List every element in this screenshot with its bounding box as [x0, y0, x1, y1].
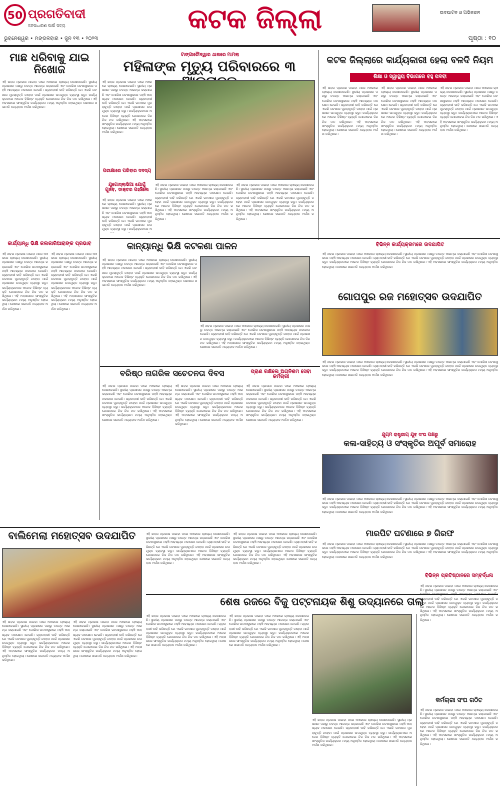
- headline-biju-park: ଶେଷ ରଜରେ ବିଜୁ ପଟ୍ଟନାୟକ ଶିଶୁ ଉଦ୍ୟାନରେ ତାଲା: [220, 597, 424, 608]
- story-death-body2: ଏହି ଖବର ପ୍ରକାଶ ପାଇବା ପରେ ଅଞ୍ଚଳରେ ଚାଞ୍ଚଲ୍ୟ ଦେଖାଦେଇଛି। ସ୍ଥାନୀୟ ପ୍ରଶାସନ ପକ୍ଷରୁ ତଦନ୍ତ ଆରମ୍ଭ କରାଯାଇଛି ଏବଂ ପୋଲିସ ଘଟଣାସ୍ଥଳରେ ପହଞ୍ଚି ଆବଶ୍ୟକ ପଦକ୍ଷେପ ନେଇଛି। ଗ୍ରାମବାସୀ ଦାବି କରିଛନ୍ତି ଯେ ଏଭଳି ଘଟଣାର ପୁନରାବୃତ୍ତି ନହେବା ପାଇଁ ପ୍ରଶାସନ ଉପଯୁକ୍ତ ବ୍ୟବସ୍ଥା କରୁ। କାର୍ଯ୍ୟକ୍ରମରେ ଅନେକ ବିଶିଷ୍ଟ ବ୍ୟକ୍ତି ଯୋଗଦେଇ ନିଜ ନିଜ ମତ ରଖିଥିଲେ। ଏହି ଅବସରରେ ସାଂସ୍କୃତିକ କାର୍ଯ୍ୟକ୍ରମ ମଧ୍ୟ ଅନୁଷ୍ଠିତ ହୋଇଥିଲା। ଶେଷରେ ସଭାପତି ଧନ୍ୟବାଦ ଅର୍ପଣ କରିଥିଲେ।: [155, 183, 233, 221]
- band-rule-3: [0, 527, 320, 528]
- story-center-bottom2: ଏହି ଖବର ପ୍ରକାଶ ପାଇବା ପରେ ଅଞ୍ଚଳରେ ଚାଞ୍ଚଲ୍ୟ ଦେଖାଦେଇଛି। ସ୍ଥାନୀୟ ପ୍ରଶାସନ ପକ୍ଷରୁ ତଦନ୍ତ ଆରମ୍ଭ କରାଯାଇଛି ଏବଂ ପୋଲିସ ଘଟଣାସ୍ଥଳରେ ପହଞ୍ଚି ଆବଶ୍ୟକ ପଦକ୍ଷେପ ନେଇଛି। ଗ୍ରାମବାସୀ ଦାବି କରିଛନ୍ତି ଯେ ଏଭଳି ଘଟଣାର ପୁନରାବୃତ୍ତି ନହେବା ପାଇଁ ପ୍ରଶାସନ ଉପଯୁକ୍ତ ବ୍ୟବସ୍ଥା କରୁ। କାର୍ଯ୍ୟକ୍ରମରେ ଅନେକ ବିଶିଷ୍ଟ ବ୍ୟକ୍ତି ଯୋଗଦେଇ ନିଜ ନିଜ ମତ ରଖିଥିଲେ। ଏହି ଅବସରରେ ସାଂସ୍କୃତିକ କାର୍ଯ୍ୟକ୍ରମ ମଧ୍ୟ ଅନୁଷ୍ଠିତ ହୋଇଥିଲା। ଶେଷରେ ସଭାପତି ଧନ୍ୟବାଦ ଅର୍ପଣ କରିଥିଲେ।: [233, 532, 317, 566]
- headline-staff-union: କର୍ମଚାରୀ ସଂଘ ଗଠିତ: [435, 697, 483, 704]
- headline-felicitation: ବିଭିନ୍ନ ପ୍ରତିଷ୍ଠାନରେ ସମ୍ବର୍ଦ୍ଧନା: [425, 573, 493, 579]
- headline-senior-citizen: ବରିଷ୍ଠ ନାଗରିକ ସଚେତନତା ଦିବସ: [119, 369, 225, 378]
- story-death-body3: ଏହି ଖବର ପ୍ରକାଶ ପାଇବା ପରେ ଅଞ୍ଚଳରେ ଚାଞ୍ଚଲ୍ୟ ଦେଖାଦେଇଛି। ସ୍ଥାନୀୟ ପ୍ରଶାସନ ପକ୍ଷରୁ ତଦନ୍ତ ଆରମ୍ଭ କରାଯାଇଛି ଏବଂ ପୋଲିସ ଘଟଣାସ୍ଥଳରେ ପହଞ୍ଚି ଆବଶ୍ୟକ ପଦକ୍ଷେପ ନେଇଛି। ଗ୍ରାମବାସୀ ଦାବି କରିଛନ୍ତି ଯେ ଏଭଳି ଘଟଣାର ପୁନରାବୃତ୍ତି ନହେବା ପାଇଁ ପ୍ରଶାସନ ଉପଯୁକ୍ତ ବ୍ୟବସ୍ଥା କରୁ। କାର୍ଯ୍ୟକ୍ରମରେ ଅନେକ ବିଶିଷ୍ଟ ବ୍ୟକ୍ତି ଯୋଗଦେଇ ନିଜ ନିଜ ମତ ରଖିଥିଲେ। ଏହି ଅବସରରେ ସାଂସ୍କୃତିକ କାର୍ଯ୍ୟକ୍ରମ ମଧ୍ୟ ଅନୁଷ୍ଠିତ ହୋଇଥିଲା। ଶେଷରେ ସଭାପତି ଧନ୍ୟବାଦ ଅର୍ପଣ କରିଥିଲେ।: [236, 183, 314, 221]
- paper-name: ପ୍ରଗତିବାଦୀ: [28, 7, 86, 21]
- headline-art-culture: କଳା-ସାହିତ୍ୟ ଓ ସଂସ୍କୃତିର ଅପୂର୍ବ ସମାରୋହ: [343, 439, 477, 448]
- story-felicitation-body: ଏହି ଖବର ପ୍ରକାଶ ପାଇବା ପରେ ଅଞ୍ଚଳରେ ଚାଞ୍ଚଲ୍ୟ ଦେଖାଦେଇଛି। ସ୍ଥାନୀୟ ପ୍ରଶାସନ ପକ୍ଷରୁ ତଦନ୍ତ ଆରମ୍ଭ କରାଯାଇଛି ଏବଂ ପୋଲିସ ଘଟଣାସ୍ଥଳରେ ପହଞ୍ଚି ଆବଶ୍ୟକ ପଦକ୍ଷେପ ନେଇଛି। ଗ୍ରାମବାସୀ ଦାବି କରିଛନ୍ତି ଯେ ଏଭଳି ଘଟଣାର ପୁନରାବୃତ୍ତି ନହେବା ପାଇଁ ପ୍ରଶାସନ ଉପଯୁକ୍ତ ବ୍ୟବସ୍ଥା କରୁ। କାର୍ଯ୍ୟକ୍ରମରେ ଅନେକ ବିଶିଷ୍ଟ ବ୍ୟକ୍ତି ଯୋଗଦେଇ ନିଜ ନିଜ ମତ ରଖିଥିଲେ। ଏହି ଅବସରରେ ସାଂସ୍କୃତିକ କାର୍ଯ୍ୟକ୍ରମ ମଧ୍ୟ ଅନୁଷ୍ଠିତ ହୋଇଥିଲା। ଶେଷରେ ସଭାପତି ଧନ୍ୟବାଦ ଅର୍ପଣ କରିଥିଲେ।: [420, 584, 498, 622]
- story-fire-body: ଏହି ଖବର ପ୍ରକାଶ ପାଇବା ପରେ ଅଞ୍ଚଳରେ ଚାଞ୍ଚଲ୍ୟ ଦେଖାଦେଇଛି। ସ୍ଥାନୀୟ ପ୍ରଶାସନ ପକ୍ଷରୁ ତଦନ୍ତ ଆରମ୍ଭ କରାଯାଇଛି ଏବଂ ପୋଲିସ ଘଟଣାସ୍ଥଳରେ ପହଞ୍ଚି ଆବଶ୍ୟକ ପଦକ୍ଷେପ ନେଇଛି। ଗ୍ରାମବାସୀ ଦାବି କରିଛନ୍ତି ଯେ ଏଭଳି ଘଟଣାର ପୁନରାବୃତ୍ତି ନହେବା ପାଇଁ ପ୍ରଶାସନ ଉପଯୁକ୍ତ ବ୍ୟବସ୍ଥା କରୁ। କାର୍ଯ୍ୟକ୍ରମରେ ଅନେକ ବିଶିଷ୍ଟ ବ୍ୟକ୍ତି ଯୋଗଦେଇ ନିଜ ନିଜ ମତ ରଖିଥିଲେ। ଏହି ଅବସରରେ ସାଂସ୍କୃତିକ କାର୍ଯ୍ୟକ୍ରମ ମଧ୍ୟ ଅନୁଷ୍ଠିତ ହୋଇଥିଲା। ଶେଷରେ ସଭାପତି ଧନ୍ୟବାଦ ଅର୍ପଣ କରିଥିଲେ।: [246, 384, 316, 422]
- band-rule-2: [100, 366, 320, 367]
- photo-park-gate: [312, 614, 412, 714]
- headline-balimela: ବାଲିମେଲା ମହୋତ୍ସବ ଉଦଯାପିତ: [8, 531, 136, 542]
- story-rule-body1: ଏହି ଖବର ପ୍ରକାଶ ପାଇବା ପରେ ଅଞ୍ଚଳରେ ଚାଞ୍ଚଲ୍ୟ ଦେଖାଦେଇଛି। ସ୍ଥାନୀୟ ପ୍ରଶାସନ ପକ୍ଷରୁ ତଦନ୍ତ ଆରମ୍ଭ କରାଯାଇଛି ଏବଂ ପୋଲିସ ଘଟଣାସ୍ଥଳରେ ପହଞ୍ଚି ଆବଶ୍ୟକ ପଦକ୍ଷେପ ନେଇଛି। ଗ୍ରାମବାସୀ ଦାବି କରିଛନ୍ତି ଯେ ଏଭଳି ଘଟଣାର ପୁନରାବୃତ୍ତି ନହେବା ପାଇଁ ପ୍ରଶାସନ ଉପଯୁକ୍ତ ବ୍ୟବସ୍ଥା କରୁ। କାର୍ଯ୍ୟକ୍ରମରେ ଅନେକ ବିଶିଷ୍ଟ ବ୍ୟକ୍ତି ଯୋଗଦେଇ ନିଜ ନିଜ ମତ ରଖିଥିଲେ। ଏହି ଅବସରରେ ସାଂସ୍କୃତିକ କାର୍ଯ୍ୟକ୍ରମ ମଧ୍ୟ ଅନୁଷ୍ଠିତ ହୋଇଥିଲା। ଶେଷରେ ସଭାପତି ଧନ୍ୟବାଦ ଅର୍ପଣ କରିଥିଲେ।: [322, 86, 378, 137]
- story-park-body1: ଏହି ଖବର ପ୍ରକାଶ ପାଇବା ପରେ ଅଞ୍ଚଳରେ ଚାଞ୍ଚଲ୍ୟ ଦେଖାଦେଇଛି। ସ୍ଥାନୀୟ ପ୍ରଶାସନ ପକ୍ଷରୁ ତଦନ୍ତ ଆରମ୍ଭ କରାଯାଇଛି ଏବଂ ପୋଲିସ ଘଟଣାସ୍ଥଳରେ ପହଞ୍ଚି ଆବଶ୍ୟକ ପଦକ୍ଷେପ ନେଇଛି। ଗ୍ରାମବାସୀ ଦାବି କରିଛନ୍ତି ଯେ ଏଭଳି ଘଟଣାର ପୁନରାବୃତ୍ତି ନହେବା ପାଇଁ ପ୍ରଶାସନ ଉପଯୁକ୍ତ ବ୍ୟବସ୍ଥା କରୁ। କାର୍ଯ୍ୟକ୍ରମରେ ଅନେକ ବିଶିଷ୍ଟ ବ୍ୟକ୍ତି ଯୋଗଦେଇ ନିଜ ନିଜ ମତ ରଖିଥିଲେ। ଏହି ଅବସରରେ ସାଂସ୍କୃତିକ କାର୍ଯ୍ୟକ୍ରମ ମଧ୍ୟ ଅନୁଷ୍ଠିତ ହୋଇଥିଲା। ଶେଷରେ ସଭାପତି ଧନ୍ୟବାଦ ଅର୍ପଣ କରିଥିଲେ।: [146, 614, 226, 648]
- headline-gopapur-kicker: ବିଭିନ୍ନ କାର୍ଯ୍ୟକ୍ରମରେ ଉଦଯାପିତ: [375, 242, 445, 248]
- story-gopapur-top: ଏହି ଖବର ପ୍ରକାଶ ପାଇବା ପରେ ଅଞ୍ଚଳରେ ଚାଞ୍ଚଲ୍ୟ ଦେଖାଦେଇଛି। ସ୍ଥାନୀୟ ପ୍ରଶାସନ ପକ୍ଷରୁ ତଦନ୍ତ ଆରମ୍ଭ କରାଯାଇଛି ଏବଂ ପୋଲିସ ଘଟଣାସ୍ଥଳରେ ପହଞ୍ଚି ଆବଶ୍ୟକ ପଦକ୍ଷେପ ନେଇଛି। ଗ୍ରାମବାସୀ ଦାବି କରିଛନ୍ତି ଯେ ଏଭଳି ଘଟଣାର ପୁନରାବୃତ୍ତି ନହେବା ପାଇଁ ପ୍ରଶାସନ ଉପଯୁକ୍ତ ବ୍ୟବସ୍ଥା କରୁ। କାର୍ଯ୍ୟକ୍ରମରେ ଅନେକ ବିଶିଷ୍ଟ ବ୍ୟକ୍ତି ଯୋଗଦେଇ ନିଜ ନିଜ ମତ ରଖିଥିଲେ। ଏହି ଅବସରରେ ସାଂସ୍କୃତିକ କାର୍ଯ୍ୟକ୍ରମ ମଧ୍ୟ ଅନୁଷ୍ଠିତ ହୋଇଥିଲା। ଶେଷରେ ସଭାପତି ଧନ୍ୟବାଦ ଅର୍ପଣ କରିଥିଲେ।: [322, 252, 498, 269]
- story-rule-body3: ଏହି ଖବର ପ୍ରକାଶ ପାଇବା ପରେ ଅଞ୍ଚଳରେ ଚାଞ୍ଚଲ୍ୟ ଦେଖାଦେଇଛି। ସ୍ଥାନୀୟ ପ୍ରଶାସନ ପକ୍ଷରୁ ତଦନ୍ତ ଆରମ୍ଭ କରାଯାଇଛି ଏବଂ ପୋଲିସ ଘଟଣାସ୍ଥଳରେ ପହଞ୍ଚି ଆବଶ୍ୟକ ପଦକ୍ଷେପ ନେଇଛି। ଗ୍ରାମବାସୀ ଦାବି କରିଛନ୍ତି ଯେ ଏଭଳି ଘଟଣାର ପୁନରାବୃତ୍ତି ନହେବା ପାଇଁ ପ୍ରଶାସନ ଉପଯୁକ୍ତ ବ୍ୟବସ୍ଥା କରୁ। କାର୍ଯ୍ୟକ୍ରମରେ ଅନେକ ବିଶିଷ୍ଟ ବ୍ୟକ୍ତି ଯୋଗଦେଇ ନିଜ ନିଜ ମତ ରଖିଥିଲେ। ଏହି ଅବସରରେ ସାଂସ୍କୃତିକ କାର୍ଯ୍ୟକ୍ରମ ମଧ୍ୟ ଅନୁଷ୍ଠିତ ହୋଇଥିଲା। ଶେଷରେ ସଭାପତି ଧନ୍ୟବାଦ ଅର୍ପଣ କରିଥିଲେ।: [440, 86, 498, 133]
- story-scuffle-body: ଏହି ଖବର ପ୍ରକାଶ ପାଇବା ପରେ ଅଞ୍ଚଳରେ ଚାଞ୍ଚଲ୍ୟ ଦେଖାଦେଇଛି। ସ୍ଥାନୀୟ ପ୍ରଶାସନ ପକ୍ଷରୁ ତଦନ୍ତ ଆରମ୍ଭ କରାଯାଇଛି ଏବଂ ପୋଲିସ ଘଟଣାସ୍ଥଳରେ ପହଞ୍ଚି ଆବଶ୍ୟକ ପଦକ୍ଷେପ ନେଇଛି। ଗ୍ରାମବାସୀ ଦାବି କରିଛନ୍ତି ଯେ ଏଭଳି ଘଟଣାର ପୁନରାବୃତ୍ତି ନହେବା ପାଇଁ ପ୍ରଶାସନ ଉପଯୁକ୍ତ ବ୍ୟବସ୍ଥା କରୁ। କାର୍ଯ୍ୟକ୍ରମରେ ଅନେକ ବିଶିଷ୍ଟ ବ୍ୟକ୍ତି ଯୋଗଦେଇ ନିଜ ନିଜ ମତ ରଖିଥିଲେ। ଏହି ଅବସରରେ ସାଂସ୍କୃତିକ କାର୍ଯ୍ୟକ୍ରମ ମଧ୍ୟ ଅନୁଷ୍ଠିତ ହୋଇଥିଲା। ଶେଷରେ ସଭାପତି ଧନ୍ୟବାଦ ଅର୍ପଣ କରିଥିଲେ।: [322, 542, 498, 559]
- story-senior-body2: ଏହି ଖବର ପ୍ରକାଶ ପାଇବା ପରେ ଅଞ୍ଚଳରେ ଚାଞ୍ଚଲ୍ୟ ଦେଖାଦେଇଛି। ସ୍ଥାନୀୟ ପ୍ରଶାସନ ପକ୍ଷରୁ ତଦନ୍ତ ଆରମ୍ଭ କରାଯାଇଛି ଏବଂ ପୋଲିସ ଘଟଣାସ୍ଥଳରେ ପହଞ୍ଚି ଆବଶ୍ୟକ ପଦକ୍ଷେପ ନେଇଛି। ଗ୍ରାମବାସୀ ଦାବି କରିଛନ୍ତି ଯେ ଏଭଳି ଘଟଣାର ପୁନରାବୃତ୍ତି ନହେବା ପାଇଁ ପ୍ରଶାସନ ଉପଯୁକ୍ତ ବ୍ୟବସ୍ଥା କରୁ। କାର୍ଯ୍ୟକ୍ରମରେ ଅନେକ ବିଶିଷ୍ଟ ବ୍ୟକ୍ତି ଯୋଗଦେଇ ନିଜ ନିଜ ମତ ରଖିଥିଲେ। ଏହି ଅବସରରେ ସାଂସ୍କୃତିକ କାର୍ଯ୍ୟକ୍ରମ ମଧ୍ୟ ଅନୁଷ୍ଠିତ ହୋଇଥିଲା। ଶେଷରେ ସଭାପତି ଧନ୍ୟବାଦ ଅର୍ପଣ କରିଥିଲେ।: [175, 384, 243, 426]
- kicker-education-health-text: ଶିକ୍ଷା ଓ ସ୍ୱାସ୍ଥ୍ୟ ବିଭାଗରେ ବହୁ ପଦବୀ: [373, 74, 447, 80]
- story-fishing-body: ଏହି ଖବର ପ୍ରକାଶ ପାଇବା ପରେ ଅଞ୍ଚଳରେ ଚାଞ୍ଚଲ୍ୟ ଦେଖାଦେଇଛି। ସ୍ଥାନୀୟ ପ୍ରଶାସନ ପକ୍ଷରୁ ତଦନ୍ତ ଆରମ୍ଭ କରାଯାଇଛି ଏବଂ ପୋଲିସ ଘଟଣାସ୍ଥଳରେ ପହଞ୍ଚି ଆବଶ୍ୟକ ପଦକ୍ଷେପ ନେଇଛି। ଗ୍ରାମବାସୀ ଦାବି କରିଛନ୍ତି ଯେ ଏଭଳି ଘଟଣାର ପୁନରାବୃତ୍ତି ନହେବା ପାଇଁ ପ୍ରଶାସନ ଉପଯୁକ୍ତ ବ୍ୟବସ୍ଥା କରୁ। କାର୍ଯ୍ୟକ୍ରମରେ ଅନେକ ବିଶିଷ୍ଟ ବ୍ୟକ୍ତି ଯୋଗଦେଇ ନିଜ ନିଜ ମତ ରଖିଥିଲେ। ଏହି ଅବସରରେ ସାଂସ୍କୃତିକ କାର୍ଯ୍ୟକ୍ରମ ମଧ୍ୟ ଅନୁଷ୍ଠିତ ହୋଇଥିଲା। ଶେଷରେ ସଭାପତି ଧନ୍ୟବାଦ ଅର୍ପଣ କରିଥିଲେ।: [2, 80, 97, 110]
- column-divider-3: [416, 614, 417, 786]
- anniversary-logo: 50: [4, 4, 26, 26]
- ad-photo: [372, 4, 420, 32]
- kicker-youth-club: ଯୁଗ୍ମ ରାଷ୍ଟ୍ରୀୟ ଯୁବ ସଂଘ ପକ୍ଷରୁ: [381, 433, 439, 438]
- story-kanyandhi-body: ଏହି ଖବର ପ୍ରକାଶ ପାଇବା ପରେ ଅଞ୍ଚଳରେ ଚାଞ୍ଚଲ୍ୟ ଦେଖାଦେଇଛି। ସ୍ଥାନୀୟ ପ୍ରଶାସନ ପକ୍ଷରୁ ତଦନ୍ତ ଆରମ୍ଭ କରାଯାଇଛି ଏବଂ ପୋଲିସ ଘଟଣାସ୍ଥଳରେ ପହଞ୍ଚି ଆବଶ୍ୟକ ପଦକ୍ଷେପ ନେଇଛି। ଗ୍ରାମବାସୀ ଦାବି କରିଛନ୍ତି ଯେ ଏଭଳି ଘଟଣାର ପୁନରାବୃତ୍ତି ନହେବା ପାଇଁ ପ୍ରଶାସନ ଉପଯୁକ୍ତ ବ୍ୟବସ୍ଥା କରୁ। କାର୍ଯ୍ୟକ୍ରମରେ ଅନେକ ବିଶିଷ୍ଟ ବ୍ୟକ୍ତି ଯୋଗଦେଇ ନିଜ ନିଜ ମତ ରଖିଥିଲେ। ଏହି ଅବସରରେ ସାଂସ୍କୃତିକ କାର୍ଯ୍ୟକ୍ରମ ମଧ୍ୟ ଅନୁଷ୍ଠିତ ହୋଇଥିଲା। ଶେଷରେ ସଭାପତି ଧନ୍ୟବାଦ ଅର୍ପଣ କରିଥିଲେ।: [102, 258, 197, 288]
- story-left-body3: ଏହି ଖବର ପ୍ରକାଶ ପାଇବା ପରେ ଅଞ୍ଚଳରେ ଚାଞ୍ଚଲ୍ୟ ଦେଖାଦେଇଛି। ସ୍ଥାନୀୟ ପ୍ରଶାସନ ପକ୍ଷରୁ ତଦନ୍ତ ଆରମ୍ଭ କରାଯାଇଛି ଏବଂ ପୋଲିସ ଘଟଣାସ୍ଥଳରେ ପହଞ୍ଚି ଆବଶ୍ୟକ ପଦକ୍ଷେପ ନେଇଛି। ଗ୍ରାମବାସୀ ଦାବି କରିଛନ୍ତି ଯେ ଏଭଳି ଘଟଣାର ପୁନରାବୃତ୍ତି ନହେବା ପାଇଁ ପ୍ରଶାସନ ଉପଯୁକ୍ତ ବ୍ୟବସ୍ଥା କରୁ। କାର୍ଯ୍ୟକ୍ରମରେ ଅନେକ ବିଶିଷ୍ଟ ବ୍ୟକ୍ତି ଯୋଗଦେଇ ନିଜ ନିଜ ମତ ରଖିଥିଲେ। ଏହି ଅବସରରେ ସାଂସ୍କୃତିକ କାର୍ଯ୍ୟକ୍ରମ ମଧ୍ୟ ଅନୁଷ୍ଠିତ ହୋଇଥିଲା। ଶେଷରେ ସଭାପତି ଧନ୍ୟବାଦ ଅର୍ପଣ କରିଥିଲେ।: [51, 252, 97, 311]
- photo-officials: [200, 256, 310, 322]
- headline-scuffle-arrest: ମାରପିଟ ଘଟଣାରେ ୭ ଗିରଫ: [365, 529, 455, 538]
- tagline: ଜନସାଧାରଣ ପାଇଁ ସତ୍ୟ: [28, 23, 66, 28]
- story-kicker-tangi: ଟାଙ୍ଗୀଚୌଦ୍ୱାର ଥାନାରେ ମାମଲା: [180, 53, 240, 58]
- section-title: କଟକ ଜିଲ୍ଲା: [187, 4, 323, 35]
- story-death-body4: ଏହି ଖବର ପ୍ରକାଶ ପାଇବା ପରେ ଅଞ୍ଚଳରେ ଚାଞ୍ଚଲ୍ୟ ଦେଖାଦେଇଛି। ସ୍ଥାନୀୟ ପ୍ରଶାସନ ପକ୍ଷରୁ ତଦନ୍ତ ଆରମ୍ଭ କରାଯାଇଛି ଏବଂ ପୋଲିସ ଘଟଣାସ୍ଥଳରେ ପହଞ୍ଚି ଆବଶ୍ୟକ ପଦକ୍ଷେପ ନେଇଛି। ଗ୍ରାମବାସୀ ଦାବି କରିଛନ୍ତି ଯେ ଏଭଳି ଘଟଣାର ପୁନରାବୃତ୍ତି ନହେବା ପାଇଁ ପ୍ରଶାସନ ଉପଯୁକ୍ତ ବ୍ୟବସ୍ଥା କରୁ। କାର୍ଯ୍ୟକ୍ରମରେ ଅ: [102, 198, 152, 232]
- story-art-body: ଏହି ଖବର ପ୍ରକାଶ ପାଇବା ପରେ ଅଞ୍ଚଳରେ ଚାଞ୍ଚଲ୍ୟ ଦେଖାଦେଇଛି। ସ୍ଥାନୀୟ ପ୍ରଶାସନ ପକ୍ଷରୁ ତଦନ୍ତ ଆରମ୍ଭ କରାଯାଇଛି ଏବଂ ପୋଲିସ ଘଟଣାସ୍ଥଳରେ ପହଞ୍ଚି ଆବଶ୍ୟକ ପଦକ୍ଷେପ ନେଇଛି। ଗ୍ରାମବାସୀ ଦାବି କରିଛନ୍ତି ଯେ ଏଭଳି ଘଟଣାର ପୁନରାବୃତ୍ତି ନହେବା ପାଇଁ ପ୍ରଶାସନ ଉପଯୁକ୍ତ ବ୍ୟବସ୍ଥା କରୁ। କାର୍ଯ୍ୟକ୍ରମରେ ଅନେକ ବିଶିଷ୍ଟ ବ୍ୟକ୍ତି ଯୋଗଦେଇ ନିଜ ନିଜ ମତ ରଖିଥିଲେ। ଏହି ଅବସରରେ ସାଂସ୍କୃତିକ କାର୍ଯ୍ୟକ୍ରମ ମଧ୍ୟ ଅନୁଷ୍ଠିତ ହୋଇଥିଲା। ଶେଷରେ ସଭାପତି ଧନ୍ୟବାଦ ଅର୍ପଣ କରିଥିଲେ।: [322, 497, 498, 514]
- ad-text: ଉଦଘାଟନ ଓ ଅଭିନନ୍ଦନ: [439, 11, 481, 16]
- story-union-body: ଏହି ଖବର ପ୍ରକାଶ ପାଇବା ପରେ ଅଞ୍ଚଳରେ ଚାଞ୍ଚଲ୍ୟ ଦେଖାଦେଇଛି। ସ୍ଥାନୀୟ ପ୍ରଶାସନ ପକ୍ଷରୁ ତଦନ୍ତ ଆରମ୍ଭ କରାଯାଇଛି ଏବଂ ପୋଲିସ ଘଟଣାସ୍ଥଳରେ ପହଞ୍ଚି ଆବଶ୍ୟକ ପଦକ୍ଷେପ ନେଇଛି। ଗ୍ରାମବାସୀ ଦାବି କରିଛନ୍ତି ଯେ ଏଭଳି ଘଟଣାର ପୁନରାବୃତ୍ତି ନହେବା ପାଇଁ ପ୍ରଶାସନ ଉପଯୁକ୍ତ ବ୍ୟବସ୍ଥା କରୁ। କାର୍ଯ୍ୟକ୍ରମରେ ଅନେକ ବିଶିଷ୍ଟ ବ୍ୟକ୍ତି ଯୋଗଦେଇ ନିଜ ନିଜ ମତ ରଖିଥିଲେ। ଏହି ଅବସରରେ ସାଂସ୍କୃତିକ କାର୍ଯ୍ୟକ୍ରମ ମଧ୍ୟ ଅନୁଷ୍ଠିତ ହୋଇଥିଲା। ଶେଷରେ ସଭାପତି ଧନ୍ୟବାଦ ଅର୍ପଣ କରିଥିଲେ।: [420, 708, 498, 746]
- story-kanyandhi-body2: ଏହି ଖବର ପ୍ରକାଶ ପାଇବା ପରେ ଅଞ୍ଚଳରେ ଚାଞ୍ଚଲ୍ୟ ଦେଖାଦେଇଛି। ସ୍ଥାନୀୟ ପ୍ରଶାସନ ପକ୍ଷରୁ ତଦନ୍ତ ଆରମ୍ଭ କରାଯାଇଛି ଏବଂ ପୋଲିସ ଘଟଣାସ୍ଥଳରେ ପହଞ୍ଚି ଆବଶ୍ୟକ ପଦକ୍ଷେପ ନେଇଛି। ଗ୍ରାମବାସୀ ଦାବି କରିଛନ୍ତି ଯେ ଏଭଳି ଘଟଣାର ପୁନରାବୃତ୍ତି ନହେବା ପାଇଁ ପ୍ରଶାସନ ଉପଯୁକ୍ତ ବ୍ୟବସ୍ଥା କରୁ। କାର୍ଯ୍ୟକ୍ରମରେ ଅନେକ ବିଶିଷ୍ଟ ବ୍ୟକ୍ତି ଯୋଗଦେଇ ନିଜ ନିଜ ମତ ରଖିଥିଲେ। ଏହି ଅବସରରେ ସାଂସ୍କୃତିକ କାର୍ଯ୍ୟକ୍ରମ ମଧ୍ୟ ଅନୁଷ୍ଠିତ ହୋଇଥିଲା। ଶେଷରେ ସଭାପତି ଧନ୍ୟବାଦ ଅର୍ପଣ କରିଥିଲେ।: [200, 324, 310, 350]
- subhead-rumour-doctor: ଯୁଗୋସ୍ଲାଭିଆ ଯୋଗୁଁ ଗୁଜବ, ଡାକ୍ତର ପହଞ୍ଚିଲେ: [105, 183, 149, 193]
- headline-small-left: କାର୍ଯ୍ୟାନ୍ଧି ଭିକ୍ଷି କଲକାରିଆରାଙ୍କ ପ୍ରଭାବ: [7, 241, 92, 247]
- headline-kanyandhi: କାନ୍ୟାନ୍ଧି ଭିକ୍ଷି କଟକଣା ପାଳନ: [126, 242, 238, 252]
- column-divider-1: [99, 50, 100, 520]
- story-rule-body2: ଏହି ଖବର ପ୍ରକାଶ ପାଇବା ପରେ ଅଞ୍ଚଳରେ ଚାଞ୍ଚଲ୍ୟ ଦେଖାଦେଇଛି। ସ୍ଥାନୀୟ ପ୍ରଶାସନ ପକ୍ଷରୁ ତଦନ୍ତ ଆରମ୍ଭ କରାଯାଇଛି ଏବଂ ପୋଲିସ ଘଟଣାସ୍ଥଳରେ ପହଞ୍ଚି ଆବଶ୍ୟକ ପଦକ୍ଷେପ ନେଇଛି। ଗ୍ରାମବାସୀ ଦାବି କରିଛନ୍ତି ଯେ ଏଭଳି ଘଟଣାର ପୁନରାବୃତ୍ତି ନହେବା ପାଇଁ ପ୍ରଶାସନ ଉପଯୁକ୍ତ ବ୍ୟବସ୍ଥା କରୁ। କାର୍ଯ୍ୟକ୍ରମରେ ଅନେକ ବିଶିଷ୍ଟ ବ୍ୟକ୍ତି ଯୋଗଦେଇ ନିଜ ନିଜ ମତ ରଖିଥିଲେ। ଏହି ଅବସରରେ ସାଂସ୍କୃତିକ କାର୍ଯ୍ୟକ୍ରମ ମଧ୍ୟ ଅନୁଷ୍ଠିତ ହୋଇଥିଲା। ଶେଷରେ ସଭାପତି ଧନ୍ୟବାଦ ଅର୍ପଣ କରିଥିଲେ।: [381, 86, 437, 137]
- story-balimela-body1: ଏହି ଖବର ପ୍ରକାଶ ପାଇବା ପରେ ଅଞ୍ଚଳରେ ଚାଞ୍ଚଲ୍ୟ ଦେଖାଦେଇଛି। ସ୍ଥାନୀୟ ପ୍ରଶାସନ ପକ୍ଷରୁ ତଦନ୍ତ ଆରମ୍ଭ କରାଯାଇଛି ଏବଂ ପୋଲିସ ଘଟଣାସ୍ଥଳରେ ପହଞ୍ଚି ଆବଶ୍ୟକ ପଦକ୍ଷେପ ନେଇଛି। ଗ୍ରାମବାସୀ ଦାବି କରିଛନ୍ତି ଯେ ଏଭଳି ଘଟଣାର ପୁନରାବୃତ୍ତି ନହେବା ପାଇଁ ପ୍ରଶାସନ ଉପଯୁକ୍ତ ବ୍ୟବସ୍ଥା କରୁ। କାର୍ଯ୍ୟକ୍ରମରେ ଅନେକ ବିଶିଷ୍ଟ ବ୍ୟକ୍ତି ଯୋଗଦେଇ ନିଜ ନିଜ ମତ ରଖିଥିଲେ। ଏହି ଅବସରରେ ସାଂସ୍କୃତିକ କାର୍ଯ୍ୟକ୍ରମ ମଧ୍ୟ ଅନୁଷ୍ଠିତ ହୋଇଥିଲା। ଶେଷରେ ସଭାପତି ଧନ୍ୟବାଦ ଅର୍ପଣ କରିଥିଲେ।: [2, 620, 70, 662]
- photo-village-crowd: [155, 80, 315, 180]
- story-center-bottom1: ଏହି ଖବର ପ୍ରକାଶ ପାଇବା ପରେ ଅଞ୍ଚଳରେ ଚାଞ୍ଚଲ୍ୟ ଦେଖାଦେଇଛି। ସ୍ଥାନୀୟ ପ୍ରଶାସନ ପକ୍ଷରୁ ତଦନ୍ତ ଆରମ୍ଭ କରାଯାଇଛି ଏବଂ ପୋଲିସ ଘଟଣାସ୍ଥଳରେ ପହଞ୍ଚି ଆବଶ୍ୟକ ପଦକ୍ଷେପ ନେଇଛି। ଗ୍ରାମବାସୀ ଦାବି କରିଛନ୍ତି ଯେ ଏଭଳି ଘଟଣାର ପୁନରାବୃତ୍ତି ନହେବା ପାଇଁ ପ୍ରଶାସନ ଉପଯୁକ୍ତ ବ୍ୟବସ୍ଥା କରୁ। କାର୍ଯ୍ୟକ୍ରମରେ ଅନେକ ବିଶିଷ୍ଟ ବ୍ୟକ୍ତି ଯୋଗଦେଇ ନିଜ ନିଜ ମତ ରଖିଥିଲେ। ଏହି ଅବସରରେ ସାଂସ୍କୃତିକ କାର୍ଯ୍ୟକ୍ରମ ମଧ୍ୟ ଅନୁଷ୍ଠିତ ହୋଇଥିଲା। ଶେଷରେ ସଭାପତି ଧନ୍ୟବାଦ ଅର୍ପଣ କରିଥିଲେ।: [146, 532, 230, 566]
- date-line: ଭୁବନେଶ୍ୱର • ମଙ୍ଗଳବାର • ଜୁନ ୧୩ • ୨୦୨୩: [4, 36, 99, 42]
- subhead-family-test: ପରୀକ୍ଷାରେ ପରିବାର ସଦସ୍ୟ: [102, 169, 152, 174]
- photo-balimela: [2, 548, 142, 618]
- kicker-education-health: [350, 73, 470, 82]
- story-balimela-body2: ଏହି ଖବର ପ୍ରକାଶ ପାଇବା ପରେ ଅଞ୍ଚଳରେ ଚାଞ୍ଚଲ୍ୟ ଦେଖାଦେଇଛି। ସ୍ଥାନୀୟ ପ୍ରଶାସନ ପକ୍ଷରୁ ତଦନ୍ତ ଆରମ୍ଭ କରାଯାଇଛି ଏବଂ ପୋଲିସ ଘଟଣାସ୍ଥଳରେ ପହଞ୍ଚି ଆବଶ୍ୟକ ପଦକ୍ଷେପ ନେଇଛି। ଗ୍ରାମବାସୀ ଦାବି କରିଛନ୍ତି ଯେ ଏଭଳି ଘଟଣାର ପୁନରାବୃତ୍ତି ନହେବା ପାଇଁ ପ୍ରଶାସନ ଉପଯୁକ୍ତ ବ୍ୟବସ୍ଥା କରୁ। କାର୍ଯ୍ୟକ୍ରମରେ ଅନେକ ବିଶିଷ୍ଟ ବ୍ୟକ୍ତି ଯୋଗଦେଇ ନିଜ ନିଜ ମତ ରଖିଥିଲେ। ଏହି ଅବସରରେ ସାଂସ୍କୃତିକ କାର୍ଯ୍ୟକ୍ରମ ମଧ୍ୟ ଅନୁଷ୍ଠିତ ହୋଇଥିଲା। ଶେଷରେ ସଭାପତି ଧନ୍ୟବାଦ ଅର୍ପଣ କରିଥିଲେ।: [73, 620, 142, 658]
- headline-woman-death: ମହିଳାଙ୍କ ମୃତ୍ୟୁ ପରିବାରରେ ୩: [123, 59, 296, 75]
- photo-gopapur-group: [322, 308, 498, 356]
- story-gopapur-body: ଏହି ଖବର ପ୍ରକାଶ ପାଇବା ପରେ ଅଞ୍ଚଳରେ ଚାଞ୍ଚଲ୍ୟ ଦେଖାଦେଇଛି। ସ୍ଥାନୀୟ ପ୍ରଶାସନ ପକ୍ଷରୁ ତଦନ୍ତ ଆରମ୍ଭ କରାଯାଇଛି ଏବଂ ପୋଲିସ ଘଟଣାସ୍ଥଳରେ ପହଞ୍ଚି ଆବଶ୍ୟକ ପଦକ୍ଷେପ ନେଇଛି। ଗ୍ରାମବାସୀ ଦାବି କରିଛନ୍ତି ଯେ ଏଭଳି ଘଟଣାର ପୁନରାବୃତ୍ତି ନହେବା ପାଇଁ ପ୍ରଶାସନ ଉପଯୁକ୍ତ ବ୍ୟବସ୍ଥା କରୁ। କାର୍ଯ୍ୟକ୍ରମରେ ଅନେକ ବିଶିଷ୍ଟ ବ୍ୟକ୍ତି ଯୋଗଦେଇ ନିଜ ନିଜ ମତ ରଖିଥିଲେ। ଏହି ଅବସରରେ ସାଂସ୍କୃତିକ କାର୍ଯ୍ୟକ୍ରମ ମଧ୍ୟ ଅନୁଷ୍ଠିତ ହୋଇଥିଲା। ଶେଷରେ ସଭାପତି ଧନ୍ୟବାଦ ଅର୍ପଣ କରିଥିଲେ।: [322, 360, 498, 377]
- headline-fishing: ମାଛ ଧରିବାକୁ ଯାଇ ନିଖୋଜ: [9, 51, 90, 76]
- masthead-rule: [0, 45, 500, 47]
- story-senior-body1: ଏହି ଖବର ପ୍ରକାଶ ପାଇବା ପରେ ଅଞ୍ଚଳରେ ଚାଞ୍ଚଲ୍ୟ ଦେଖାଦେଇଛି। ସ୍ଥାନୀୟ ପ୍ରଶାସନ ପକ୍ଷରୁ ତଦନ୍ତ ଆରମ୍ଭ କରାଯାଇଛି ଏବଂ ପୋଲିସ ଘଟଣାସ୍ଥଳରେ ପହଞ୍ଚି ଆବଶ୍ୟକ ପଦକ୍ଷେପ ନେଇଛି। ଗ୍ରାମବାସୀ ଦାବି କରିଛନ୍ତି ଯେ ଏଭଳି ଘଟଣାର ପୁନରାବୃତ୍ତି ନହେବା ପାଇଁ ପ୍ରଶାସନ ଉପଯୁକ୍ତ ବ୍ୟବସ୍ଥା କରୁ। କାର୍ଯ୍ୟକ୍ରମରେ ଅନେକ ବିଶିଷ୍ଟ ବ୍ୟକ୍ତି ଯୋଗଦେଇ ନିଜ ନିଜ ମତ ରଖିଥିଲେ। ଏହି ଅବସରରେ ସାଂସ୍କୃତିକ କାର୍ଯ୍ୟକ୍ରମ ମଧ୍ୟ ଅନୁଷ୍ଠିତ ହୋଇଥିଲା। ଶେଷରେ ସଭାପତି ଧନ୍ୟବାଦ ଅର୍ପଣ କରିଥିଲେ।: [102, 384, 172, 422]
- headline-cuttack-rule: କଟକ ଜିଲ୍ଲାରେ କାର୍ଯ୍ୟକାରୀ ହେଲା ବଳଦି ନିୟମ: [326, 56, 494, 66]
- photo-stage-event: [322, 454, 498, 494]
- masthead: [0, 0, 500, 48]
- band-rule-1: [100, 238, 500, 239]
- page-label: ପୃଷ୍ଠା : ୧୦: [468, 35, 496, 42]
- column-divider-2: [318, 50, 319, 240]
- story-left-body2: ଏହି ଖବର ପ୍ରକାଶ ପାଇବା ପରେ ଅଞ୍ଚଳରେ ଚାଞ୍ଚଲ୍ୟ ଦେଖାଦେଇଛି। ସ୍ଥାନୀୟ ପ୍ରଶାସନ ପକ୍ଷରୁ ତଦନ୍ତ ଆରମ୍ଭ କରାଯାଇଛି ଏବଂ ପୋଲିସ ଘଟଣାସ୍ଥଳରେ ପହଞ୍ଚି ଆବଶ୍ୟକ ପଦକ୍ଷେପ ନେଇଛି। ଗ୍ରାମବାସୀ ଦାବି କରିଛନ୍ତି ଯେ ଏଭଳି ଘଟଣାର ପୁନରାବୃତ୍ତି ନହେବା ପାଇଁ ପ୍ରଶାସନ ଉପଯୁକ୍ତ ବ୍ୟବସ୍ଥା କରୁ। କାର୍ଯ୍ୟକ୍ରମରେ ଅନେକ ବିଶିଷ୍ଟ ବ୍ୟକ୍ତି ଯୋଗଦେଇ ନିଜ ନିଜ ମତ ରଖିଥିଲେ। ଏହି ଅବସରରେ ସାଂସ୍କୃତିକ କାର୍ଯ୍ୟକ୍ରମ ମଧ୍ୟ ଅନୁଷ୍ଠିତ ହୋଇଥିଲା। ଶେଷରେ ସଭାପତି ଧନ୍ୟବାଦ ଅର୍ପଣ କରିଥିଲେ।: [2, 252, 48, 311]
- headline-fire-rescue: ପ୍ରାଣ ରକ୍ଷିଲେ ଅଗ୍ନିଶମ ସେବା କର୍ମଚାରୀ: [250, 369, 312, 381]
- headline-gopapur-festival: ଗୋପପୁର ରଜ ମହୋତ୍ସବ ଉଦଯାପିତ: [338, 292, 482, 303]
- story-park-body3: ଏହି ଖବର ପ୍ରକାଶ ପାଇବା ପରେ ଅଞ୍ଚଳରେ ଚାଞ୍ଚଲ୍ୟ ଦେଖାଦେଇଛି। ସ୍ଥାନୀୟ ପ୍ରଶାସନ ପକ୍ଷରୁ ତଦନ୍ତ ଆରମ୍ଭ କରାଯାଇଛି ଏବଂ ପୋଲିସ ଘଟଣାସ୍ଥଳରେ ପହଞ୍ଚି ଆବଶ୍ୟକ ପଦକ୍ଷେପ ନେଇଛି। ଗ୍ରାମବାସୀ ଦାବି କରିଛନ୍ତି ଯେ ଏଭଳି ଘଟଣାର ପୁନରାବୃତ୍ତି ନହେବା ପାଇଁ ପ୍ରଶାସନ ଉପଯୁକ୍ତ ବ୍ୟବସ୍ଥା କରୁ। କାର୍ଯ୍ୟକ୍ରମରେ ଅନେକ ବିଶିଷ୍ଟ ବ୍ୟକ୍ତି ଯୋଗଦେଇ ନିଜ ନିଜ ମତ ରଖିଥିଲେ। ଏହି ଅବସରରେ ସାଂସ୍କୃତିକ କାର୍ଯ୍ୟକ୍ରମ ମଧ୍ୟ ଅନୁଷ୍ଠିତ ହୋଇଥିଲା। ଶେଷରେ ସଭାପତି ଧନ୍ୟବାଦ ଅର୍ପଣ କରିଥିଲେ।: [312, 718, 412, 748]
- story-park-body2: ଏହି ଖବର ପ୍ରକାଶ ପାଇବା ପରେ ଅଞ୍ଚଳରେ ଚାଞ୍ଚଲ୍ୟ ଦେଖାଦେଇଛି। ସ୍ଥାନୀୟ ପ୍ରଶାସନ ପକ୍ଷରୁ ତଦନ୍ତ ଆରମ୍ଭ କରାଯାଇଛି ଏବଂ ପୋଲିସ ଘଟଣାସ୍ଥଳରେ ପହଞ୍ଚି ଆବଶ୍ୟକ ପଦକ୍ଷେପ ନେଇଛି। ଗ୍ରାମବାସୀ ଦାବି କରିଛନ୍ତି ଯେ ଏଭଳି ଘଟଣାର ପୁନରାବୃତ୍ତି ନହେବା ପାଇଁ ପ୍ରଶାସନ ଉପଯୁକ୍ତ ବ୍ୟବସ୍ଥା କରୁ। କାର୍ଯ୍ୟକ୍ରମରେ ଅନେକ ବିଶିଷ୍ଟ ବ୍ୟକ୍ତି ଯୋଗଦେଇ ନିଜ ନିଜ ମତ ରଖିଥିଲେ। ଏହି ଅବସରରେ ସାଂସ୍କୃତିକ କାର୍ଯ୍ୟକ୍ରମ ମଧ୍ୟ ଅନୁଷ୍ଠିତ ହୋଇଥିଲା। ଶେଷରେ ସଭାପତି ଧନ୍ୟବାଦ ଅର୍ପଣ କରିଥିଲେ।: [229, 614, 309, 648]
- story-death-body1: ଏହି ଖବର ପ୍ରକାଶ ପାଇବା ପରେ ଅଞ୍ଚଳରେ ଚାଞ୍ଚଲ୍ୟ ଦେଖାଦେଇଛି। ସ୍ଥାନୀୟ ପ୍ରଶାସନ ପକ୍ଷରୁ ତଦନ୍ତ ଆରମ୍ଭ କରାଯାଇଛି ଏବଂ ପୋଲିସ ଘଟଣାସ୍ଥଳରେ ପହଞ୍ଚି ଆବଶ୍ୟକ ପଦକ୍ଷେପ ନେଇଛି। ଗ୍ରାମବାସୀ ଦାବି କରିଛନ୍ତି ଯେ ଏଭଳି ଘଟଣାର ପୁନରାବୃତ୍ତି ନହେବା ପାଇଁ ପ୍ରଶାସନ ଉପଯୁକ୍ତ ବ୍ୟବସ୍ଥା କରୁ। କାର୍ଯ୍ୟକ୍ରମରେ ଅନେକ ବିଶିଷ୍ଟ ବ୍ୟକ୍ତି ଯୋଗଦେଇ ନିଜ ନିଜ ମତ ରଖିଥିଲେ। ଏହି ଅବସରରେ ସାଂସ୍କୃତିକ କାର୍ଯ୍ୟକ୍ରମ ମଧ୍ୟ ଅନୁଷ୍ଠିତ ହୋଇଥିଲା। ଶେଷରେ ସଭାପତି ଧନ୍ୟବାଦ ଅର୍ପଣ କରିଥିଲେ।: [102, 80, 152, 135]
